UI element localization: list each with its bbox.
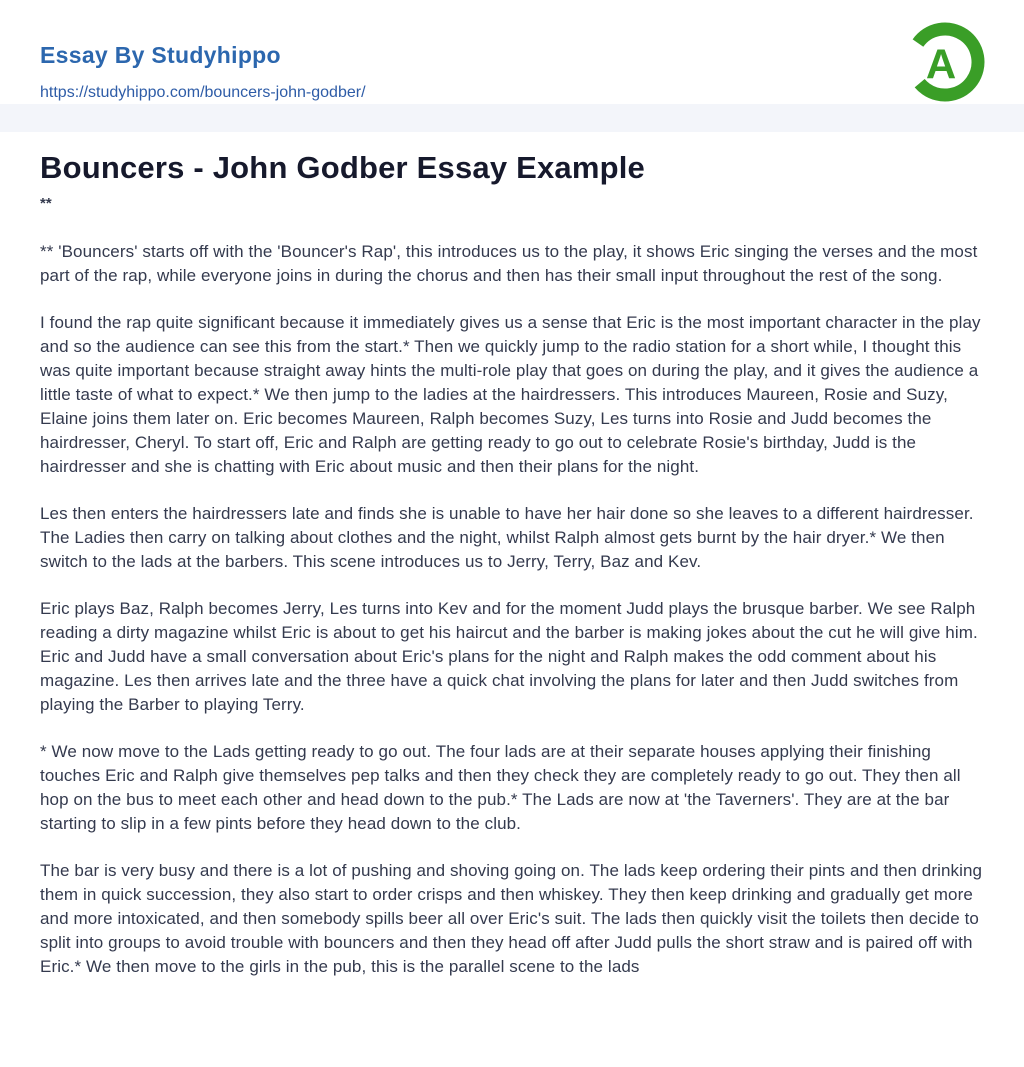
- studyhippo-logo-icon: [905, 22, 985, 102]
- essay-paragraph: * We now move to the Lads getting ready to go out. The four lads are at their separate houses applying their finishing touches Eric and Ralph give themselves pep talks and then they check they are completely ready to go out. They then all hop on the bus to meet each other and head down to the pub.* The Lads are now at 'the Taverners'. They are at the bar starting to slip in a few pints before they head down to the club.: [40, 742, 961, 833]
- essay-paragraph: The bar is very busy and there is a lot of pushing and shoving going on. The lads keep ordering their pints and then drinking them in quick succession, they also start to order crisps and then whiskey. They then keep drinking and gradually get more and more intoxicated, and then somebody spills beer all over Eric's suit. The lads then quickly visit the toilets then decide to split into groups to avoid trouble with bouncers and then they head off after Judd pulls the short straw and is paired off with Eric.* We then move to the girls in the pub, this is the parallel scene to the lads: [40, 861, 983, 976]
- essay-content: [0, 132, 1024, 979]
- site-title: Essay By Studyhippo: [40, 42, 281, 68]
- essay-paragraph: Les then enters the hairdressers late and finds she is unable to have her hair done so she leaves to a different hairdresser. The Ladies then carry on talking about clothes and the night, whilst Ralph almost gets burnt by the hair dryer.* We then switch to the lads at the barbers. This scene introduces us to Jerry, Terry, Baz and Kev.: [40, 504, 974, 571]
- header: [0, 0, 1024, 104]
- header-divider: [0, 104, 1024, 132]
- essay-title: Bouncers - John Godber Essay Example: [40, 150, 645, 185]
- essay-paragraph: Eric plays Baz, Ralph becomes Jerry, Les turns into Kev and for the moment Judd plays the brusque barber. We see Ralph reading a dirty magazine whilst Eric is about to get his haircut and the barber is making jokes about the cut he will give him. Eric and Judd have a small conversation about Eric's plans for the night and Ralph makes the odd comment about his magazine. Les then arrives late and the three have a quick chat involving the plans for later and then Judd switches from playing the Barber to playing Terry.: [40, 599, 978, 714]
- source-url-link[interactable]: https://studyhippo.com/bouncers-john-godber/: [40, 84, 366, 101]
- essay-paragraph: I found the rap quite significant because it immediately gives us a sense that Eric is the most important character in the play and so the audience can see this from the start.* Then we quickly jump to the radio station for a short while, I thought this was quite important because straight away hints the multi-role play that goes on during the play, and it gives the audience a little taste of what to expect.* We then jump to the ladies at the hairdressers. This introduces Maureen, Rosie and Suzy, Elaine joins them later on. Eric becomes Maureen, Ralph becomes Suzy, Les turns into Rosie and Judd becomes the hairdresser, Cheryl. To start off, Eric and Ralph are getting ready to go out to celebrate Rosie's birthday, Judd is the hairdresser and she is chatting with Eric about music and then their plans for the night.: [40, 313, 981, 476]
- essay-paragraph: ** 'Bouncers' starts off with the 'Bouncer's Rap', this introduces us to the play, it shows Eric singing the verses and the most part of the rap, while everyone joins in during the chorus and then has their small input throughout the rest of the song.: [40, 242, 978, 285]
- essay-body: [40, 240, 984, 979]
- asterisk-marker: **: [40, 195, 52, 212]
- logo-letter: A: [925, 40, 957, 88]
